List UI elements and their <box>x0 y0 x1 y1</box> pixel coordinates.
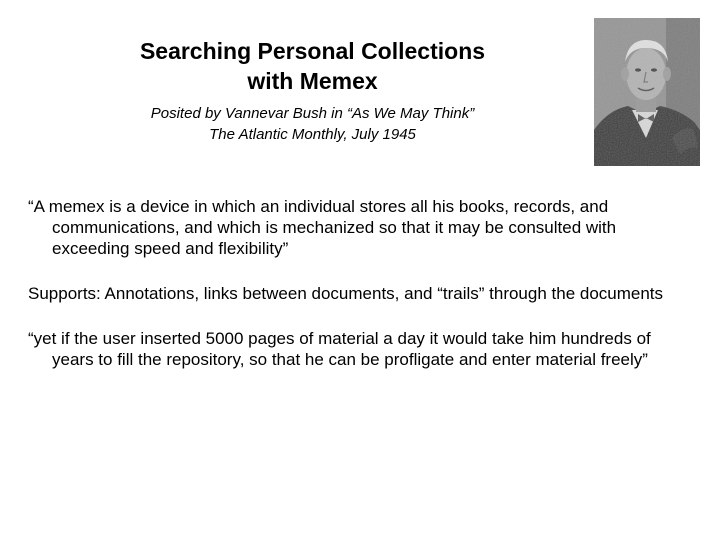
quote-memex-definition: “A memex is a device in which an individual stores all his books, records, and communications, and which is mechanized so that it may be consulted with exceeding speed and flexibility” <box>28 197 617 258</box>
slide-title <box>90 36 535 96</box>
portrait-photo <box>594 18 700 166</box>
title-line-1: Searching Personal Collections <box>139 38 486 64</box>
subtitle-line-2: The Atlantic Monthly, July 1945 <box>209 126 416 143</box>
quote-repository-capacity: “yet if the user inserted 5000 pages of material a day it would take him hundreds of years to fill the repository, so that he can be profligate and enter material freely” <box>28 329 651 369</box>
slide-subtitle <box>95 103 530 145</box>
slide-body <box>28 196 688 394</box>
title-line-2: with Memex <box>247 68 378 94</box>
subtitle-line-1: Posited by Vannevar Bush in “As We May Think” <box>150 105 475 122</box>
supports-features: Supports: Annotations, links between documents, and “trails” through the documents <box>28 284 664 303</box>
